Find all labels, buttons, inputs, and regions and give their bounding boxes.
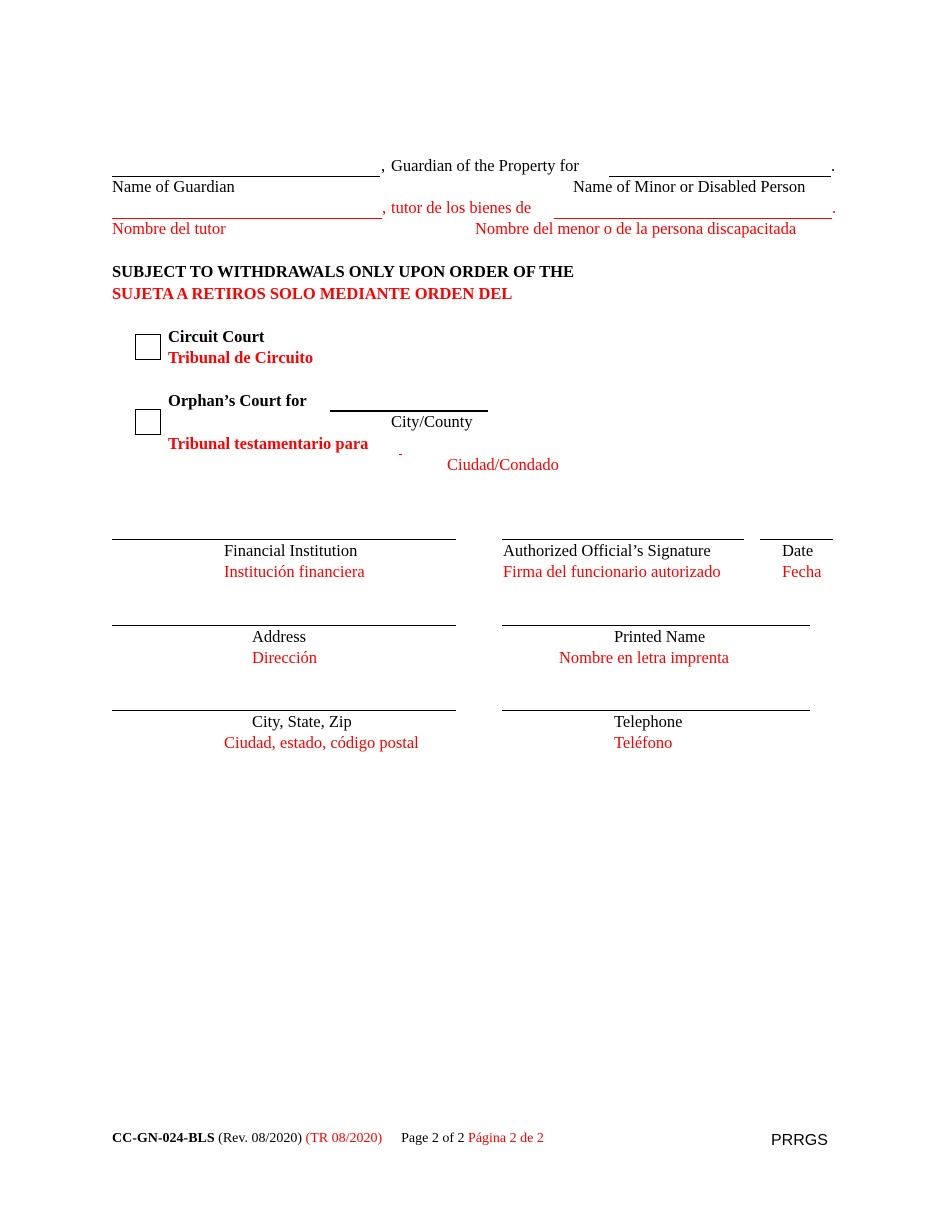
page-number-en: Page 2 of 2: [401, 1131, 465, 1146]
city-county-label: City/County: [391, 412, 473, 431]
footer: [112, 1129, 544, 1149]
circuit-court-checkbox[interactable]: [135, 334, 161, 360]
city-state-zip-line[interactable]: [112, 710, 456, 711]
ciudad-condado-label: Ciudad/Condado: [447, 455, 559, 474]
telephone-label: Telephone: [614, 712, 683, 731]
form-code: PRRGS: [771, 1132, 828, 1149]
institucion-financiera-label: Institución financiera: [224, 562, 365, 581]
address-line[interactable]: [112, 625, 456, 626]
authorized-signature-label: Authorized Official’s Signature: [503, 541, 711, 560]
page-number-es: Página 2 de 2: [468, 1131, 544, 1146]
fecha-label: Fecha: [782, 562, 822, 581]
direccion-label: Dirección: [252, 648, 318, 667]
guardian-of-property-text: Guardian of the Property for: [391, 156, 579, 175]
tribunal-testamentario-label: Tribunal testamentario para: [168, 434, 369, 453]
form-translation-revision: (TR 08/2020): [305, 1131, 383, 1146]
date-line[interactable]: [760, 539, 833, 540]
nombre-tutor-label: Nombre del tutor: [112, 219, 226, 238]
ciudad-estado-label: Ciudad, estado, código postal: [224, 733, 419, 752]
firma-funcionario-label: Firma del funcionario autorizado: [503, 562, 721, 581]
subject-heading-en: SUBJECT TO WITHDRAWALS ONLY UPON ORDER OF THE: [112, 262, 574, 281]
telephone-line[interactable]: [502, 710, 810, 711]
tutor-bienes-text: tutor de los bienes de: [391, 198, 532, 217]
form-id: CC-GN-024-BLS: [112, 1131, 215, 1146]
nombre-imprenta-label: Nombre en letra imprenta: [559, 648, 729, 667]
guardian-period: .: [831, 156, 836, 175]
name-of-minor-label: Name of Minor or Disabled Person: [573, 177, 806, 196]
form-revision: (Rev. 08/2020): [218, 1131, 303, 1146]
financial-institution-label: Financial Institution: [224, 541, 358, 560]
nombre-menor-label: Nombre del menor o de la persona discapacitada: [475, 219, 797, 238]
city-state-zip-label: City, State, Zip: [252, 712, 352, 731]
circuit-court-label: Circuit Court: [168, 327, 265, 346]
tribunal-circuito-label: Tribunal de Circuito: [168, 348, 314, 367]
telefono-label: Teléfono: [614, 733, 673, 752]
printed-name-line[interactable]: [502, 625, 810, 626]
subject-heading-es: SUJETA A RETIROS SOLO MEDIANTE ORDEN DEL: [112, 284, 513, 303]
tutor-comma: ,: [382, 198, 387, 217]
printed-name-label: Printed Name: [614, 627, 706, 646]
date-label: Date: [782, 541, 814, 560]
name-of-guardian-label: Name of Guardian: [112, 177, 235, 196]
signature-line[interactable]: [502, 539, 744, 540]
orphans-court-checkbox[interactable]: [135, 409, 161, 435]
tutor-period: .: [832, 198, 837, 217]
orphans-court-label: Orphan’s Court for: [168, 391, 307, 410]
guardian-comma: ,: [381, 156, 386, 175]
address-label: Address: [252, 627, 307, 646]
ciudad-condado-blank[interactable]: [399, 454, 402, 455]
financial-institution-line[interactable]: [112, 539, 456, 540]
